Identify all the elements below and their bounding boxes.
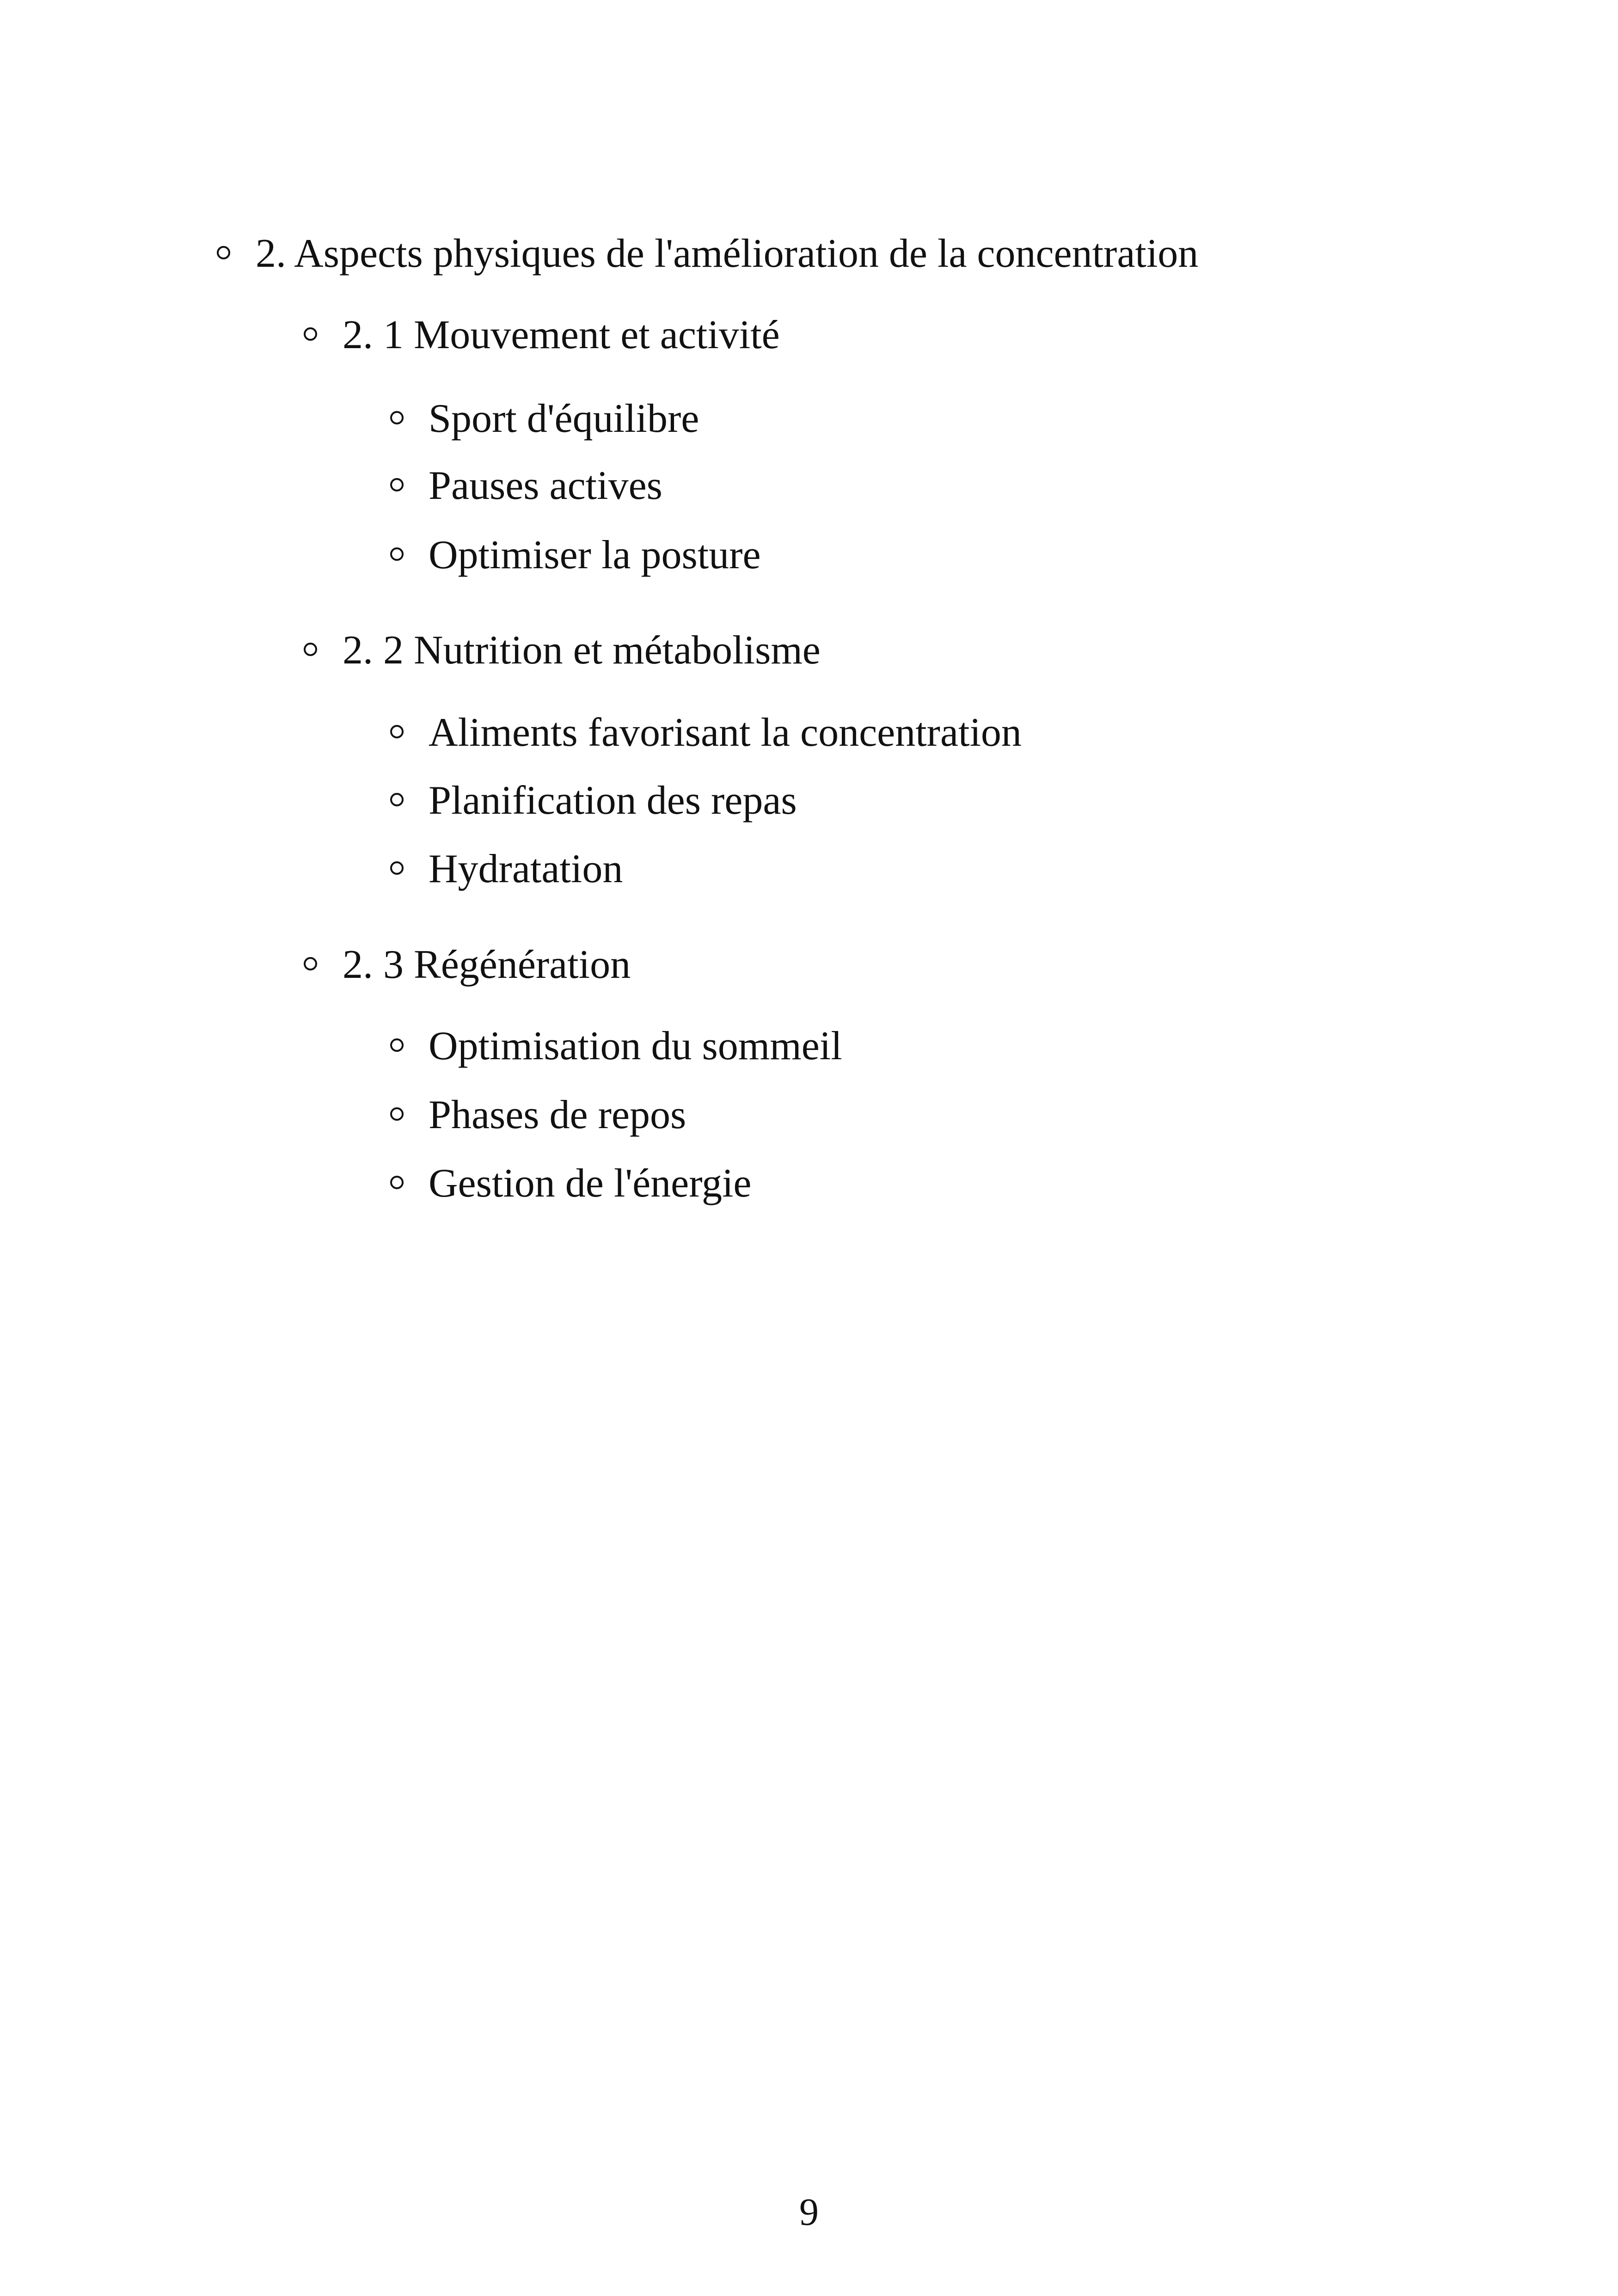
item-label: Gestion de l'énergie <box>429 1161 752 1206</box>
circle-bullet-icon <box>390 793 404 806</box>
circle-bullet-icon <box>390 1038 404 1052</box>
page-number: 9 <box>799 2191 819 2234</box>
item-label: Optimisation du sommeil <box>429 1024 842 1068</box>
circle-bullet-icon <box>217 246 230 259</box>
item-label: Planification des repas <box>429 778 797 823</box>
item-label: Phases de repos <box>429 1093 686 1137</box>
subsection-title: 2. 3 Régénération <box>343 942 631 987</box>
circle-bullet-icon <box>304 327 317 341</box>
item-label: Pauses actives <box>429 463 662 508</box>
item-label: Sport d'équilibre <box>429 396 699 441</box>
circle-bullet-icon <box>390 478 404 491</box>
circle-bullet-icon <box>304 957 317 970</box>
subsection-title: 2. 1 Mouvement et activité <box>343 313 780 357</box>
circle-bullet-icon <box>390 861 404 875</box>
section-title: 2. Aspects physiques de l'amélioration de la concentration <box>256 231 1199 276</box>
item-label: Aliments favorisant la concentration <box>429 710 1022 755</box>
circle-bullet-icon <box>304 643 317 656</box>
circle-bullet-icon <box>390 547 404 561</box>
circle-bullet-icon <box>390 1107 404 1121</box>
item-label: Hydratation <box>429 847 623 891</box>
subsection-title: 2. 2 Nutrition et métabolisme <box>343 628 821 673</box>
circle-bullet-icon <box>390 411 404 424</box>
circle-bullet-icon <box>390 725 404 738</box>
circle-bullet-icon <box>390 1176 404 1189</box>
item-label: Optimiser la posture <box>429 533 761 577</box>
